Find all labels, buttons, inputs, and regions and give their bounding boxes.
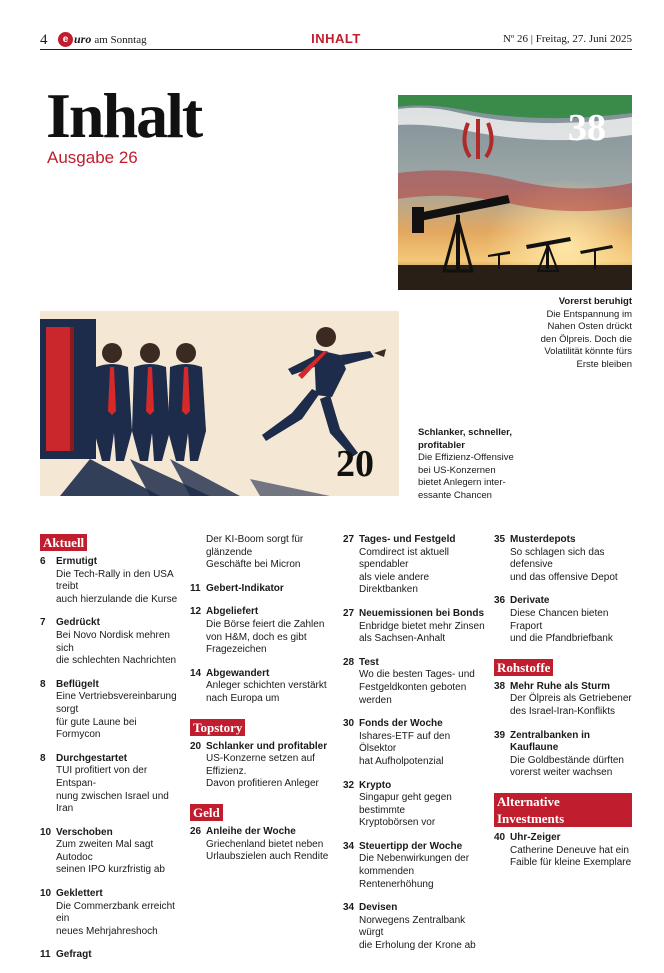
toc-item-title: Gebert-Indikator xyxy=(206,582,284,594)
toc-item[interactable] xyxy=(190,826,332,864)
toc-item-description: Singapur geht gegen bestimmte xyxy=(359,792,452,816)
oil-feature-image[interactable] xyxy=(398,95,632,290)
toc-item-title: Ermutigt xyxy=(56,556,98,567)
toc-item-title: Devisen xyxy=(359,902,398,914)
caption-line: Die Entspannung im xyxy=(546,308,632,320)
toc-item-description: nach Europa um xyxy=(206,692,280,704)
section-tag-aktuell: Aktuell xyxy=(40,534,87,551)
toc-item[interactable] xyxy=(40,827,182,877)
caption-line: Volatilität könnte fürs xyxy=(544,346,632,357)
toc-column-3 xyxy=(343,534,485,964)
section-tag-alternative: Alternative Investments xyxy=(494,793,632,827)
toc-page-number: 12 xyxy=(190,606,202,618)
caption-line: den Ölpreis. Doch die xyxy=(540,333,632,345)
section-tag-topstory: Topstory xyxy=(190,719,245,736)
toc-item-description: des Israel-Iran-Konflikts xyxy=(510,705,616,717)
toc-item[interactable] xyxy=(40,556,182,606)
toc-page-number: 39 xyxy=(494,729,506,741)
toc-column-1 xyxy=(40,534,182,973)
toc-item[interactable] xyxy=(40,753,182,816)
toc-page-number: 38 xyxy=(494,680,506,692)
toc-item-title: Neuemissionen bei Bonds xyxy=(359,607,485,619)
toc-item[interactable] xyxy=(190,583,332,596)
toc-item-title: Abgeliefert xyxy=(206,606,259,618)
toc-item[interactable] xyxy=(343,902,485,952)
toc-list-topstory xyxy=(190,741,332,791)
logo-word: uro xyxy=(74,32,92,46)
toc-list-rohstoffe xyxy=(494,681,636,780)
toc-page-number: 26 xyxy=(190,825,202,837)
toc-item-description: Norwegens Zentralbank würgt xyxy=(359,914,466,939)
toc-item-description: So schlagen sich das defensive xyxy=(510,546,605,571)
toc-page-number: 34 xyxy=(343,840,355,852)
toc-item[interactable] xyxy=(494,534,636,584)
caption-line: essante Chancen xyxy=(418,489,492,501)
toc-item-description: Diese Chancen bieten Fraport xyxy=(510,607,609,632)
toc-item-description: Die Tech-Rally in den USA treibt xyxy=(56,568,174,593)
toc-item-title: Fonds der Woche xyxy=(359,718,443,730)
toc-column-4 xyxy=(494,534,636,881)
toc-item[interactable] xyxy=(40,679,182,742)
toc-item-description: US-Konzerne setzen auf Effizienz. xyxy=(206,753,315,777)
page-number: 4 xyxy=(40,32,48,48)
toc-page-number: 10 xyxy=(40,888,52,900)
toc-item-description: Zum zweiten Mal sagt Autodoc xyxy=(56,839,154,863)
toc-page-number: 6 xyxy=(40,556,46,567)
toc-page-number: 11 xyxy=(190,582,201,594)
toc-item[interactable] xyxy=(190,668,332,706)
caption-headline: Schlanker, schneller, xyxy=(418,427,512,438)
toc-item-description: Der Ölpreis als Getriebener xyxy=(510,693,632,705)
toc-item-description: neues Mehrjahreshoch xyxy=(56,925,158,937)
toc-item-title: Gedrückt xyxy=(56,617,100,629)
toc-list-alternative xyxy=(494,832,636,870)
toc-item-title: Derivate xyxy=(510,595,550,607)
toc-item-description: Catherine Deneuve hat ein xyxy=(510,844,629,856)
issue-subtitle: Ausgabe 26 xyxy=(47,148,138,167)
toc-page-number: 30 xyxy=(343,718,355,730)
toc-page-number: 35 xyxy=(494,534,506,545)
toc-item-title: Beflügelt xyxy=(56,678,99,690)
page-header xyxy=(40,30,632,50)
toc-item-description: Comdirect ist aktuell spendabler xyxy=(359,546,450,571)
toc-item-title: Mehr Ruhe als Sturm xyxy=(510,680,611,692)
logo-mark: e xyxy=(58,32,73,47)
toc-item[interactable] xyxy=(343,841,485,891)
toc-page-number: 27 xyxy=(343,534,355,545)
toc-list-col4 xyxy=(494,534,636,646)
toc-item-description: und das offensive Depot xyxy=(510,571,618,583)
toc-item-title: Geklettert xyxy=(56,888,103,900)
toc-item-description: kommenden Rentenerhöhung xyxy=(359,866,434,890)
toc-item-description: Fragezeichen xyxy=(206,644,267,656)
toc-item[interactable] xyxy=(343,718,485,768)
toc-item-description: auch hierzulande die Kurse xyxy=(56,593,178,605)
toc-item-description: nung zwischen Israel und Iran xyxy=(56,790,169,815)
oil-feature-caption xyxy=(541,296,632,371)
toc-item-title: Tages- und Festgeld xyxy=(359,534,456,545)
toc-item-description: die Erholung der Krone ab xyxy=(359,940,476,952)
toc-item[interactable] xyxy=(494,595,636,645)
toc-list-aktuell xyxy=(40,556,182,962)
toc-item-description: Festgeldkonten geboten werden xyxy=(359,681,467,706)
caption-line: Erste bleiben xyxy=(576,358,632,370)
header-rule xyxy=(40,49,632,50)
toc-item-description: Die Commerzbank erreicht ein xyxy=(56,900,175,925)
toc-list-geld xyxy=(190,826,332,864)
toc-item-title: Uhr-Zeiger xyxy=(510,831,561,843)
toc-item-title: Durchgestartet xyxy=(56,752,128,764)
toc-item-description: Wo die besten Tages- und xyxy=(359,669,475,681)
issue-info: Nº 26 | Freitag, 27. Juni 2025 xyxy=(502,33,632,45)
toc-list-col2 xyxy=(190,583,332,706)
toc-item-title: Verschoben xyxy=(56,826,113,838)
toc-page-number: 27 xyxy=(343,607,355,619)
toc-item[interactable] xyxy=(190,741,332,791)
toc-item-description: Eine Vertriebsvereinbarung sorgt xyxy=(56,691,177,715)
toc-page-number: 14 xyxy=(190,667,202,679)
toc-item-description: die schlechten Nachrichten xyxy=(56,655,177,667)
toc-continuation xyxy=(190,534,332,572)
toc-item-description: Davon profitieren Anleger xyxy=(206,778,319,790)
runner-feature-image[interactable] xyxy=(40,311,399,496)
toc-page-number: 11 xyxy=(40,949,51,961)
continuation-line: Der KI-Boom sorgt für glänzende xyxy=(206,534,304,558)
toc-page-number: 8 xyxy=(40,752,46,764)
runner-feature-caption xyxy=(418,427,618,502)
toc-item[interactable] xyxy=(343,608,485,646)
toc-item-title: Test xyxy=(359,656,379,668)
toc-column-2 xyxy=(190,534,332,875)
toc-item[interactable] xyxy=(190,606,332,656)
toc-item[interactable] xyxy=(40,888,182,938)
feature-page-number: 38 xyxy=(568,107,606,149)
toc-item-description: Die Börse feiert die Zahlen xyxy=(206,618,325,630)
toc-item-description: für gute Laune bei Formycon xyxy=(56,716,137,741)
toc-item-description: vorerst weiter wachsen xyxy=(510,767,613,779)
caption-line: bietet Anlegern inter- xyxy=(418,477,506,488)
toc-item-title: Krypto xyxy=(359,779,392,791)
toc-item-title: Gefragt xyxy=(56,949,92,961)
toc-item[interactable] xyxy=(494,832,636,870)
toc-item-description: Kryptobörsen vor xyxy=(359,817,436,829)
toc-page-number: 34 xyxy=(343,902,355,914)
toc-page-number: 28 xyxy=(343,656,355,668)
toc-item-description: und die Pfandbriefbank xyxy=(510,633,613,645)
toc-item-description: als viele andere Direktbanken xyxy=(359,571,430,596)
toc-item[interactable] xyxy=(343,657,485,707)
toc-page-number: 8 xyxy=(40,678,46,690)
toc-item-description: Urlaubszielen auch Rendite xyxy=(206,851,329,863)
logo-subtitle: am Sonntag xyxy=(94,33,147,46)
toc-item-description: TUI profitiert von der Entspan- xyxy=(56,765,148,789)
toc-page-number: 10 xyxy=(40,826,52,838)
toc-list-col3 xyxy=(343,534,485,953)
toc-item-description: Ishares-ETF auf den Ölsektor xyxy=(359,730,451,755)
toc-item[interactable] xyxy=(343,780,485,830)
toc-item-title: Steuertipp der Woche xyxy=(359,840,463,852)
caption-headline: profitabler xyxy=(418,439,465,451)
toc-item-description: Anleger schichten verstärkt xyxy=(206,680,327,692)
toc-item-description: Bei Novo Nordisk mehren sich xyxy=(56,629,170,654)
toc-item-description: Die Nebenwirkungen der xyxy=(359,853,470,865)
toc-page-number: 40 xyxy=(494,831,506,843)
toc-item-title: Abgewandert xyxy=(206,667,270,679)
toc-item[interactable] xyxy=(494,681,636,719)
toc-item-description: Faible für kleine Exemplare xyxy=(510,857,632,869)
caption-line: bei US-Konzernen xyxy=(418,464,496,476)
toc-page-number: 32 xyxy=(343,779,355,791)
feature-page-number: 20 xyxy=(336,443,374,485)
toc-item[interactable] xyxy=(40,617,182,667)
toc-item-description: hat Aufholpotenzial xyxy=(359,755,444,767)
toc-item-description: Die Goldbestände dürften xyxy=(510,754,624,766)
toc-item-title: Anleihe der Woche xyxy=(206,825,296,837)
page-title: Inhalt xyxy=(46,80,202,151)
section-label: INHALT xyxy=(311,31,361,46)
toc-page-number: 20 xyxy=(190,740,202,752)
continuation-line: Geschäfte bei Micron xyxy=(206,559,301,571)
toc-item-title: Zentralbanken in Kauflaune xyxy=(510,729,591,754)
toc-item-description: seinen IPO kurzfristig ab xyxy=(56,864,165,876)
toc-item-description: als Sachsen-Anhalt xyxy=(359,633,446,645)
toc-item-description: Griechenland bietet neben xyxy=(206,838,324,850)
toc-page-number: 36 xyxy=(494,595,506,607)
toc-item[interactable] xyxy=(343,534,485,597)
caption-headline: Vorerst beruhigt xyxy=(558,296,632,307)
toc-item-title: Schlanker und profitabler xyxy=(206,740,328,752)
toc-item-title: Musterdepots xyxy=(510,534,576,545)
caption-line: Die Effizienz-Offensive xyxy=(418,452,514,463)
caption-line: Nahen Osten drückt xyxy=(547,321,632,332)
toc-item-description: Enbridge bietet mehr Zinsen xyxy=(359,620,485,632)
toc-page-number: 7 xyxy=(40,617,46,629)
toc-item-description: von H&M, doch es gibt xyxy=(206,631,307,643)
section-tag-geld: Geld xyxy=(190,804,223,821)
section-tag-rohstoffe: Rohstoffe xyxy=(494,659,553,676)
toc-item[interactable] xyxy=(40,949,182,962)
toc-item[interactable] xyxy=(494,730,636,780)
